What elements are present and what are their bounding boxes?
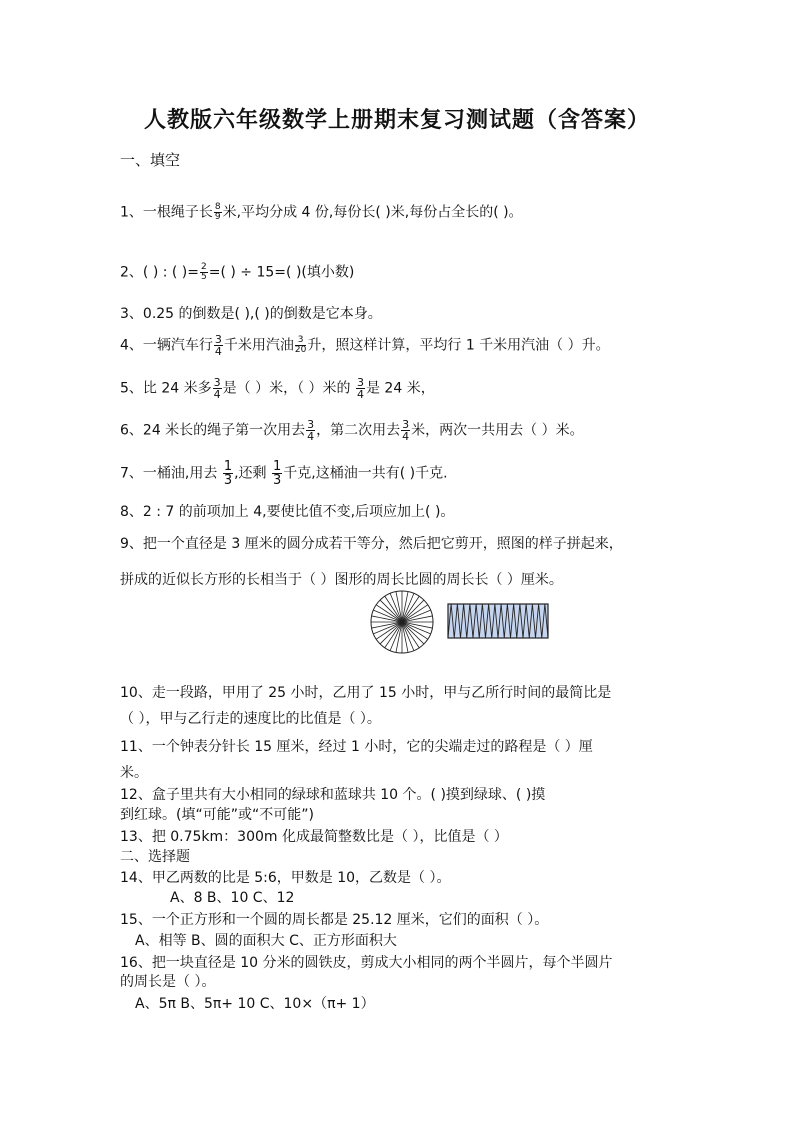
- question-10-line-2: （ ），甲与乙行走的速度比的比值是（ ）。: [120, 711, 381, 727]
- question-15-stem: 15、一个正方形和一个圆的周长都是 25.12 厘米，它们的面积（ ）。: [120, 912, 549, 928]
- page-title: 人教版六年级数学上册期末复习测试题（含答案）: [143, 108, 650, 133]
- question-11-line-1: 11、一个钟表分针长 15 厘米，经过 1 小时，它的尖端走过的路程是（ ）厘: [120, 739, 593, 755]
- fraction: $\frac{3}{4}$: [356, 376, 364, 401]
- circle-to-rectangle-figure: [370, 590, 550, 660]
- fraction: $\frac{8}{9}$: [214, 202, 221, 222]
- question-1: 1、一根绳子长 $\frac{8}{9}$ 米,平均分成 4 份,每份长( )米,每份占全长的( )。: [120, 202, 523, 222]
- question-5: 5、比 24 米多 $\frac{3}{4}$ 是（ ）米，（ ）米的 $\frac{3}{4}$ 是 24 米，: [120, 376, 435, 401]
- section-multiple-choice: 二、选择题: [120, 849, 190, 865]
- section-fill-in: 一、填空: [120, 151, 181, 169]
- question-7: 7、一桶油,用去 $\frac{1}{3}$ ,还剩 $\frac{1}{3}$ 千克,这桶油一共有( )千克.: [120, 459, 448, 488]
- question-12-line-2: 到红球。(填“可能”或“不可能”): [120, 807, 314, 823]
- question-8: 8、2 : 7 的前项加上 4,要使比值不变,后项应加上( )。: [120, 504, 455, 520]
- question-14-stem: 14、甲乙两数的比是 5:6，甲数是 10，乙数是（ ）。: [120, 870, 451, 886]
- question-4: 4、一辆汽车行 $\frac{3}{4}$ 千米用汽油 $\frac{3}{20}$ 升，照这样计算，平均行 1 千米用汽油（ ）升。: [120, 333, 610, 358]
- question-14-options: A、8 B、10 C、12: [170, 890, 295, 906]
- fraction: $\frac{2}{5}$: [201, 262, 207, 282]
- fraction: $\frac{3}{4}$: [214, 333, 222, 358]
- question-2: 2、( ) : ( )= $\frac{2}{5}$ =( ) ÷ 15=( )(填小数): [120, 262, 355, 282]
- fraction: $\frac{3}{4}$: [213, 376, 221, 401]
- fraction: $\frac{3}{4}$: [307, 418, 315, 443]
- question-15-options: A、相等 B、圆的面积大 C、正方形面积大: [135, 933, 397, 949]
- fraction: $\frac{1}{3}$: [223, 459, 233, 488]
- question-9-line-1: 9、把一个直径是 3 厘米的圆分成若干等分，然后把它剪开，照图的样子拼起来，: [120, 536, 623, 552]
- divided-circle: [371, 591, 433, 653]
- question-10-line-1: 10、走一段路，甲用了 25 小时，乙用了 15 小时，甲与乙所行时间的最简比是: [120, 685, 612, 701]
- question-12-line-1: 12、盒子里共有大小相同的绿球和蓝球共 10 个。( )摸到绿球、( )摸: [120, 787, 546, 803]
- question-6: 6、24 米长的绳子第一次用去 $\frac{3}{4}$ ，第二次用去 $\frac{3}{4}$ 米，两次一共用去（ ）米。: [120, 418, 584, 443]
- question-16-line-2: 的周长是（ ）。: [120, 974, 216, 990]
- question-16-line-1: 16、把一块直径是 10 分米的圆铁皮，剪成大小相同的两个半圆片，每个半圆片: [120, 955, 613, 971]
- question-9-line-2: 拼成的近似长方形的长相当于（ ）图形的周长比圆的周长长（ ）厘米。: [120, 572, 563, 588]
- fraction: $\frac{3}{4}$: [402, 418, 410, 443]
- question-16-options: A、5π B、5π+ 10 C、10×（π+ 1）: [135, 996, 375, 1012]
- question-11-line-2: 米。: [120, 765, 148, 781]
- fraction: $\frac{3}{20}$: [294, 335, 307, 355]
- question-13: 13、把 0.75km：300m 化成最简整数比是（ ），比值是（ ）: [120, 829, 508, 845]
- fraction: $\frac{1}{3}$: [273, 459, 282, 488]
- question-3: 3、0.25 的倒数是( ),( )的倒数是它本身。: [120, 306, 382, 322]
- figure-svg: [370, 590, 550, 656]
- approximate-rectangle: [448, 604, 548, 638]
